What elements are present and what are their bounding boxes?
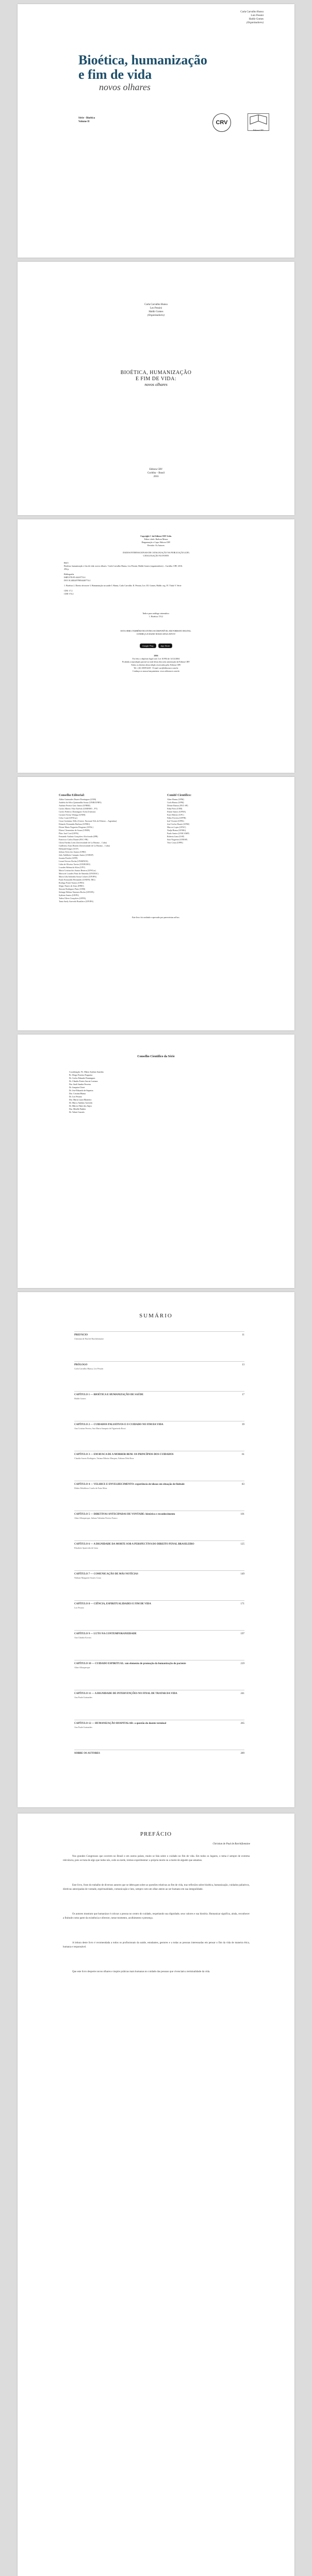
toc-divider <box>74 1331 244 1332</box>
toc-entry[interactable] <box>74 1752 244 1755</box>
review-note: Este livro foi avaliado e aprovado por pareceristas ad hoc. <box>132 916 180 919</box>
cover-title-block <box>78 53 233 92</box>
catalog-index <box>18 612 294 618</box>
toc-entry-title: CAPÍTULO 12 — HUMANIZAÇÃO HOSPITALAR: a questão do doente terminal <box>74 1722 167 1725</box>
toc-entry-page: 83 <box>242 1483 244 1486</box>
list-item: Élsio José Corá (UFFS) <box>59 832 79 835</box>
preface-paragraph: Os autores mostram que humanizar é colocar a pessoa no centro do cuidado, respeitando sua dignidade, seus valores e sua história. Humanizar significa, ainda, reconhecer a finitude como parte da existência e oferecer, nesse momento, acolhimento e presença. <box>63 1913 250 1920</box>
toc-entry-author: Haldir Gomes <box>74 1397 86 1400</box>
cover-page <box>18 4 294 258</box>
list-item: Dr. José Eduardo de Siqueira <box>69 1089 93 1092</box>
toc-entry-title: CAPÍTULO 7 — COMUNICAÇÃO DE MÁS NOTÍCIAS <box>74 1573 138 1575</box>
list-item: Eliane Santos (UFBA) <box>167 810 186 813</box>
list-item: Dr. Joaquim Clotet <box>69 1086 85 1089</box>
cover-series: Série - Bioética <box>78 117 95 120</box>
crv-logo <box>212 113 231 132</box>
list-item: Cesar Gerónimo Tello (Univer. Nacional Três de Febrero – Argentina) <box>59 820 117 822</box>
toc-divider <box>74 1570 244 1571</box>
list-item: Sérgio Nunes de Jesus (IFRO) <box>59 885 84 887</box>
preface-page <box>18 1814 294 2576</box>
list-item: Dr. Marco Antônio Azevedo <box>69 1101 93 1104</box>
list-item: Denise Ramos (PUC-SP) <box>167 804 188 807</box>
footer-line: Proibida a reprodução parcial ou total desta obra sem autorização da Editora CRV <box>122 660 190 663</box>
app-store-button[interactable]: App Store <box>158 643 173 648</box>
catalog-heading-block <box>18 551 294 557</box>
list-item: Andréia da Silva Quintanilha Sousa (UNIR/UFRN) <box>59 801 102 804</box>
toc-entry-title: PRÓLOGO <box>74 1364 88 1366</box>
publisher-name: Editora CRV <box>149 468 163 471</box>
toc-entry-title: CAPÍTULO 10 — CUIDADO ESPIRITUAL: um elemento de promoção da humanização do paciente <box>74 1663 186 1665</box>
app-buttons <box>18 640 294 649</box>
title-page <box>18 262 294 515</box>
toc-entry-author: Aline Albuquerque <box>74 1666 90 1669</box>
list-item: Solange Helena Ximenes-Rocha (UFOPA) <box>59 891 94 893</box>
list-item: Celso Conti (UFSCar) <box>59 817 77 819</box>
catalog-heading: DADOS INTERNACIONAIS DE CATALOGAÇÃO NA PUBLICAÇÃO (CIP) <box>123 551 189 554</box>
footer-year: 2016 <box>154 654 158 657</box>
digital-notice <box>18 630 294 636</box>
preface-paragraph: A leitura deste livro é recomendada a todos os profissionais da saúde, estudantes, gestores e a todas as pessoas interessadas em pensar o fim da vida de maneira ética, humana e responsável. <box>63 1942 250 1948</box>
list-item: Dr. Volnei Garrafa <box>69 1111 85 1113</box>
list-item: Sydione Santos (UEPG) <box>59 894 79 896</box>
publisher-logo-label: Editora CRV <box>253 129 264 131</box>
list-item: Edna Pires (UNB) <box>167 807 183 810</box>
toc-entry-page: 61 <box>242 1453 244 1456</box>
list-item: Maria Lília Imbiriba Sousa Colares (UFOPA) <box>59 875 97 878</box>
cover-series-block <box>78 116 95 124</box>
cover-editor: Carla Carvalho Hunsu <box>240 11 264 13</box>
list-item: Roberta Lima (USP) <box>167 835 185 838</box>
editor-name: Leo Pessini <box>150 307 162 310</box>
toc-entry-author: Aline Albuquerque, Juliana Valentim Pereira Franco <box>74 1517 118 1519</box>
copyright-page <box>18 519 294 773</box>
toc-entry-author: Ana Cláudia Kovács <box>74 1636 92 1639</box>
publisher-city: Curitiba – Brasil <box>147 472 165 474</box>
list-item: Simone Rodrigues Pinto (UNB) <box>59 888 86 890</box>
list-item: Pe. Diego Ferreira Nogueira <box>69 1074 93 1076</box>
cip-line: Bibliografia <box>64 573 74 575</box>
list-item: Carla Hunsu (UPM) <box>167 801 184 804</box>
committee-page <box>18 1035 294 1288</box>
google-play-button[interactable]: Google Play <box>140 643 156 648</box>
copyright-footer <box>18 654 294 673</box>
list-item: Elizeu Clementino de Souza (UNEB) <box>59 829 90 832</box>
toc-entry-author: Dálete Delalibera Corrêa de Faria Mota <box>74 1487 107 1489</box>
list-item: Dra. Sueli Sandra Ferreira <box>69 1083 91 1086</box>
list-item: Vera Costa (UFPE) <box>167 841 183 844</box>
publication-year: 2016 <box>153 476 159 478</box>
toc-entry-author: Claudia Soares Rodrigues, Tatiana Ribeiro Marques, Fabiana Dela Rosa <box>74 1457 134 1460</box>
editor-name: Haldir Gomes <box>149 311 163 313</box>
editor-name: Carla Carvalho Hunsu <box>144 303 168 306</box>
crv-logo-text: CRV <box>216 120 228 126</box>
cip-line: 294 p. <box>64 568 69 570</box>
list-item: Marcos Lopes (UFSC) <box>167 826 186 828</box>
editors-role: (Organizadores) <box>147 314 165 317</box>
list-item: Dr. Carlos Eduardo Domingues <box>69 1077 95 1079</box>
cover-editors <box>160 10 264 25</box>
toc-entry-title: SOBRE OS AUTORES <box>74 1752 100 1755</box>
council-heading: Conselho Editorial: <box>59 794 85 797</box>
toc-entry-title: CAPÍTULO 9 — LUTO NA CONTEMPORANEIDADE <box>74 1633 137 1635</box>
toc-entry-page: 241 <box>240 1692 244 1695</box>
toc-entry-page: 171 <box>240 1603 244 1605</box>
toc-entry[interactable] <box>74 1572 244 1580</box>
toc-divider <box>74 1630 244 1631</box>
list-item: Coordenação: Pe. Mário Antônio Sanches <box>69 1071 104 1073</box>
toc-entry-page: 17 <box>242 1394 244 1396</box>
list-item: Fábio Ferreira (UFPR) <box>167 817 186 819</box>
notice-line: ESTA OBRA TAMBÉM ENCONTRA-SE DISPONÍVEL EM FORMATO DIGITAL. <box>120 630 192 632</box>
toc-page <box>18 1292 294 1807</box>
cip-line: ISBN 978-85-444-0774-4 <box>64 576 86 579</box>
toc-entry-title: PREFÁCIO <box>74 1334 88 1336</box>
toc-entry-title: CAPÍTULO 2 — CUIDADOS PALIATIVOS E O CUIDADO NO FIM DA VIDA <box>74 1423 163 1426</box>
list-item: Maria de Lourdes Pinto de Almeida (UNOESC) <box>59 872 98 875</box>
title-subtitle: novos olhares <box>144 382 168 387</box>
title-page-editors <box>18 303 294 317</box>
list-item: Dr. Leo Pessini <box>69 1095 82 1098</box>
copyright-line: Revisão: Os Autores <box>147 544 165 547</box>
list-item: Dr. Márcio Fabri dos Anjos <box>69 1105 92 1107</box>
toc-entry-author: Elisabete Aparecida de Lima <box>74 1547 98 1549</box>
committee-list <box>69 1071 224 1114</box>
list-item: Guillermo Arias Beatón (Universidade de La Havana – Cuba) <box>59 844 110 847</box>
footer-line: Foi feito o depósito legal conf. Lei 10.994 de 14/12/2004 <box>132 657 180 660</box>
cover-volume: Volume II <box>78 121 90 123</box>
cip-record <box>64 562 250 596</box>
toc-entry-title: CAPÍTULO 8 — CIÊNCIA, ESPIRITUALIDADES E FIM DE VIDA <box>74 1603 151 1605</box>
list-item: Sara Nogueira (UNESP) <box>167 838 188 841</box>
list-item: Eduardo Fernandes Barbosa (UFMG) <box>59 823 90 825</box>
cover-title-line2: e fim de vida <box>78 67 152 82</box>
book-icon <box>248 114 269 126</box>
toc-entry[interactable] <box>74 1722 244 1729</box>
toc-entry[interactable] <box>74 1333 244 1341</box>
council-right-list <box>167 798 255 844</box>
publisher-book-logo <box>248 113 269 131</box>
toc-entry[interactable] <box>74 1453 244 1460</box>
toc-entry-page: 39 <box>242 1423 244 1426</box>
toc-divider <box>74 1391 244 1392</box>
list-item: Paulo Santos (UNICAMP) <box>167 832 189 835</box>
list-item: Helmuth Krüger (UCP) <box>59 848 78 850</box>
notice-line: CONHEÇA E BAIXE NOSSO APLICATIVO! <box>136 633 176 635</box>
preface-paragraph: Que este livro desperte novos olhares e inspire práticas mais humanas no cuidado das pessoas que vivenciam a terminalidade da vida. <box>72 1971 210 1973</box>
toc-entry[interactable] <box>74 1543 244 1550</box>
committee-page-heading: Conselho Científico da Série <box>137 1055 175 1058</box>
toc-entry-title: CAPÍTULO 4 — VELHICE E ENVELHECIMENTO: experiência de idosos em situação de finitude <box>74 1483 185 1486</box>
title-line2: E FIM DE VIDA: <box>135 376 177 382</box>
cip-line: B615 <box>64 562 69 564</box>
list-item: Fernando Antônio Gonçalves Alcoforado (IPB) <box>59 835 98 838</box>
toc-entry[interactable] <box>74 1602 244 1609</box>
toc-entry-author: Leo Pessini <box>74 1606 84 1609</box>
list-item: Dra. Mirelle Finkler <box>69 1108 86 1110</box>
list-item: Tadeu Oliver Gonçalves (UFPA) <box>59 897 86 900</box>
list-item: Ester Ribeiro (UFC) <box>167 814 184 816</box>
council-left-list <box>59 798 157 903</box>
toc-entry-page: 219 <box>240 1663 244 1665</box>
toc-entry-author: Ana Cristina Pereira, Ana Maria Sampaio de Figueiredo Rossi <box>74 1427 126 1430</box>
toc-entry-author: Nidiane Margarete Soares Costa <box>74 1577 101 1579</box>
cdd-code: CDD 174.2 <box>64 592 74 595</box>
copyright-line: Editor-chefe: Railson Moura <box>144 538 168 540</box>
toc-entry-title: CAPÍTULO 6 — A DIGNIDADE DA MORTE SOB A PERSPECTIVA DO DIREITO PENAL BRASILEIRO <box>74 1543 194 1546</box>
list-item: Aline Hunsu (UPM) <box>167 798 184 801</box>
toc-entry[interactable] <box>74 1393 244 1400</box>
toc-entry[interactable] <box>74 1423 244 1430</box>
title-line1: BIOÉTICA, HUMANIZAÇÃO <box>120 370 192 376</box>
toc-entry[interactable] <box>74 1363 244 1370</box>
catalog-subheading: CATALOGAÇÃO NA FONTE <box>143 554 169 557</box>
toc-entry-page: 197 <box>240 1633 244 1635</box>
list-item: Nadja Hunsu (UFMG) <box>167 829 186 832</box>
index-line: 1. Bioética 174.2 <box>149 615 163 618</box>
toc-entry[interactable] <box>74 1513 244 1520</box>
toc-entry[interactable] <box>74 1662 244 1669</box>
toc-entry[interactable] <box>74 1692 244 1699</box>
toc-entry-page: 101 <box>240 1513 244 1516</box>
footer-line: Tel.: (41) 3039-6418 - E-mail: sac@editoracrv.com.br <box>134 667 178 669</box>
preface-paragraph: Este livro, fruto do trabalho de diversos autores que se debruçam sobre as questões relativas ao fim de vida, traz reflexões sobre bioética, humanização, cuidados paliativos, diretivas antecipadas de vontade, espiritualidade, comunicação e luto, sempre com um olhar atento ao ser humano em sua integralidade. <box>63 1884 250 1891</box>
toc-heading: SUMÁRIO <box>139 1313 173 1319</box>
toc-entry-page: 265 <box>240 1722 244 1725</box>
list-item: Elione Maria Nogueira Diogenes (UFAL) <box>59 826 93 828</box>
toc-entry-author: Ana Paula Guimarães <box>74 1726 92 1728</box>
list-item: Carmen Tereza Velanga (UNIR) <box>59 814 86 816</box>
cip-line: DOI 10.24824/978854440774.4 <box>64 579 91 582</box>
list-item: Iraê Vicente (UFPA) <box>167 820 184 822</box>
toc-divider <box>74 1540 244 1541</box>
council-page <box>18 777 294 1030</box>
list-item: Lídia de Oliveira Xavier (UNIEURO) <box>59 863 90 866</box>
toc-divider <box>74 1361 244 1362</box>
toc-entry-page: 125 <box>240 1543 244 1546</box>
cover-subtitle: novos olhares <box>99 82 151 92</box>
title-page-imprint <box>18 468 294 479</box>
toc-entry-title: CAPÍTULO 3 — EM BUSCA DE A MORRER BEM: OS PRINCÍPIOS DOS CUIDADOS <box>74 1453 174 1456</box>
copyright-notice: Copyright © da Editora CRV Ltda. <box>140 535 172 537</box>
list-item: Antônio Pereira Gaio Júnior (UFRRJ) <box>59 804 90 807</box>
index-line: Índice para catálogo sistemático <box>142 612 170 615</box>
cdu-code: CDU 17.2 <box>64 589 73 592</box>
toc-entry-author: Christian de Paul de Barchifontaine <box>74 1337 104 1340</box>
committee-heading: Comitê Científico: <box>167 794 192 797</box>
cip-line: Bioética, humanização e fim de vida: novos olhares / Carla Carvalho Hunsu, Leo Pessini, Haldir Gomes (organizadores) – Curitiba: CRV, 2016. <box>64 565 183 567</box>
footer-line: Conheça os nossos lançamentos: www.editoracrv.com.br <box>133 670 179 672</box>
toc-entry[interactable] <box>74 1483 244 1490</box>
list-item: Dr. Cláudio Fortes Garcia Lorenzo <box>69 1080 98 1082</box>
toc-entry-page: 149 <box>240 1573 244 1575</box>
list-item: Aldira Guimarães Duarte Domínguez (UNB) <box>59 798 96 801</box>
list-item: Dra. Maria Luiza Monteiro <box>69 1098 92 1101</box>
council-left <box>59 793 157 903</box>
list-item: Rodrigo Pratte-Santos (UFES) <box>59 882 84 884</box>
list-item: Lourdes Helena da Silva (UFV) <box>59 866 86 869</box>
toc-entry-title: CAPÍTULO 1 — BIOÉTICA E HUMANIZAÇÃO DE SAÚDE <box>74 1394 144 1396</box>
list-item: Tania Suely Azevedo Brasileiro (UFOPA) <box>59 900 94 903</box>
list-item: Jailson Alves dos Santos (UFRJ) <box>59 851 86 853</box>
list-item: João Adalberto Campato Junior (UNESP) <box>59 854 93 856</box>
list-item: Carlos Federico Dominguez Avila (Unieuro) <box>59 810 96 813</box>
cover-editor: Haldir Gomes <box>249 18 264 21</box>
copyright-line: Diagramação e Capa: Editora CRV <box>141 541 171 544</box>
cover-title-line1: Bioética, humanização <box>78 53 207 67</box>
list-item: Dra. Cristina Hunsu <box>69 1092 86 1095</box>
preface-heading: PREFÁCIO <box>140 1831 172 1837</box>
toc-entry-title: CAPÍTULO 11 — A DIGNIDADE DE INTERVENÇÕES NO FINAL DE TRATAR DA VIDA <box>74 1692 177 1695</box>
footer-line: Todos os direitos desta edição reservados pela: Editora CRV <box>131 664 181 666</box>
list-item: Francisco Carlos Duarte (PUC-PR) <box>59 838 88 841</box>
toc-entry[interactable] <box>74 1632 244 1639</box>
list-item: José Carlos Duarte (UFRJ) <box>167 823 190 825</box>
council-right <box>167 793 255 844</box>
list-item: Leonel Severo Rocha (UNISINOS) <box>59 860 88 862</box>
copyright-block <box>18 535 294 547</box>
preface-byline: Christian de Paul de Barchifontaine <box>212 1843 250 1845</box>
toc-entry-page: 13 <box>242 1364 244 1366</box>
toc-entry-page: 289 <box>240 1752 244 1755</box>
list-item: Paulo Romualdo Hernandes (UNIFAL-MG) <box>59 878 95 881</box>
cover-editors-role: (Organizadores) <box>247 22 264 24</box>
toc-entry-title: CAPÍTULO 5 — DIRETIVAS ANTECIPADAS DE VONTADE: histórico e reconhecimento <box>74 1513 175 1516</box>
toc-divider <box>74 1600 244 1601</box>
title-page-title <box>18 370 294 387</box>
toc-entry-page: 11 <box>242 1334 244 1336</box>
toc-entry-author: Carla Carvalho Hunsu, Leo Pessini <box>74 1367 104 1370</box>
toc-entry-author: Ana Paula Guimarães <box>74 1696 92 1699</box>
cover-editor: Luiz Pessini <box>251 14 264 17</box>
list-item: Gloria Fariñas León (Universidade de La Havana – Cuba) <box>59 841 107 844</box>
preface-paragraph: Nos grandes Congressos que ocorrem no Brasil e em outros países, muito se fala sobre o cuidado no fim de vida. Em todos os lugares, o tema é sempre de extrema relevância, pois se trata de algo que todos nós, cedo ou tarde, iremos experimentar: a própria morte ou a morte de alguém que amamos. <box>63 1855 250 1862</box>
list-item: Maria Cristina dos Santos Bezerra (UFSCar) <box>59 869 96 872</box>
list-item: Josania Portela (UFPI) <box>59 857 78 859</box>
list-item: Carlos Alberto Vilar Estêvão (UMINHO – PT) <box>59 807 97 810</box>
cip-line: 1. Bioética 2. Direito de morte 3. Humanização na saúde I. Hunsu, Carla Carvalho. II. Pessini, Leo. III. Gomes, Haldir. org. IV. Título V. Série <box>64 584 182 587</box>
